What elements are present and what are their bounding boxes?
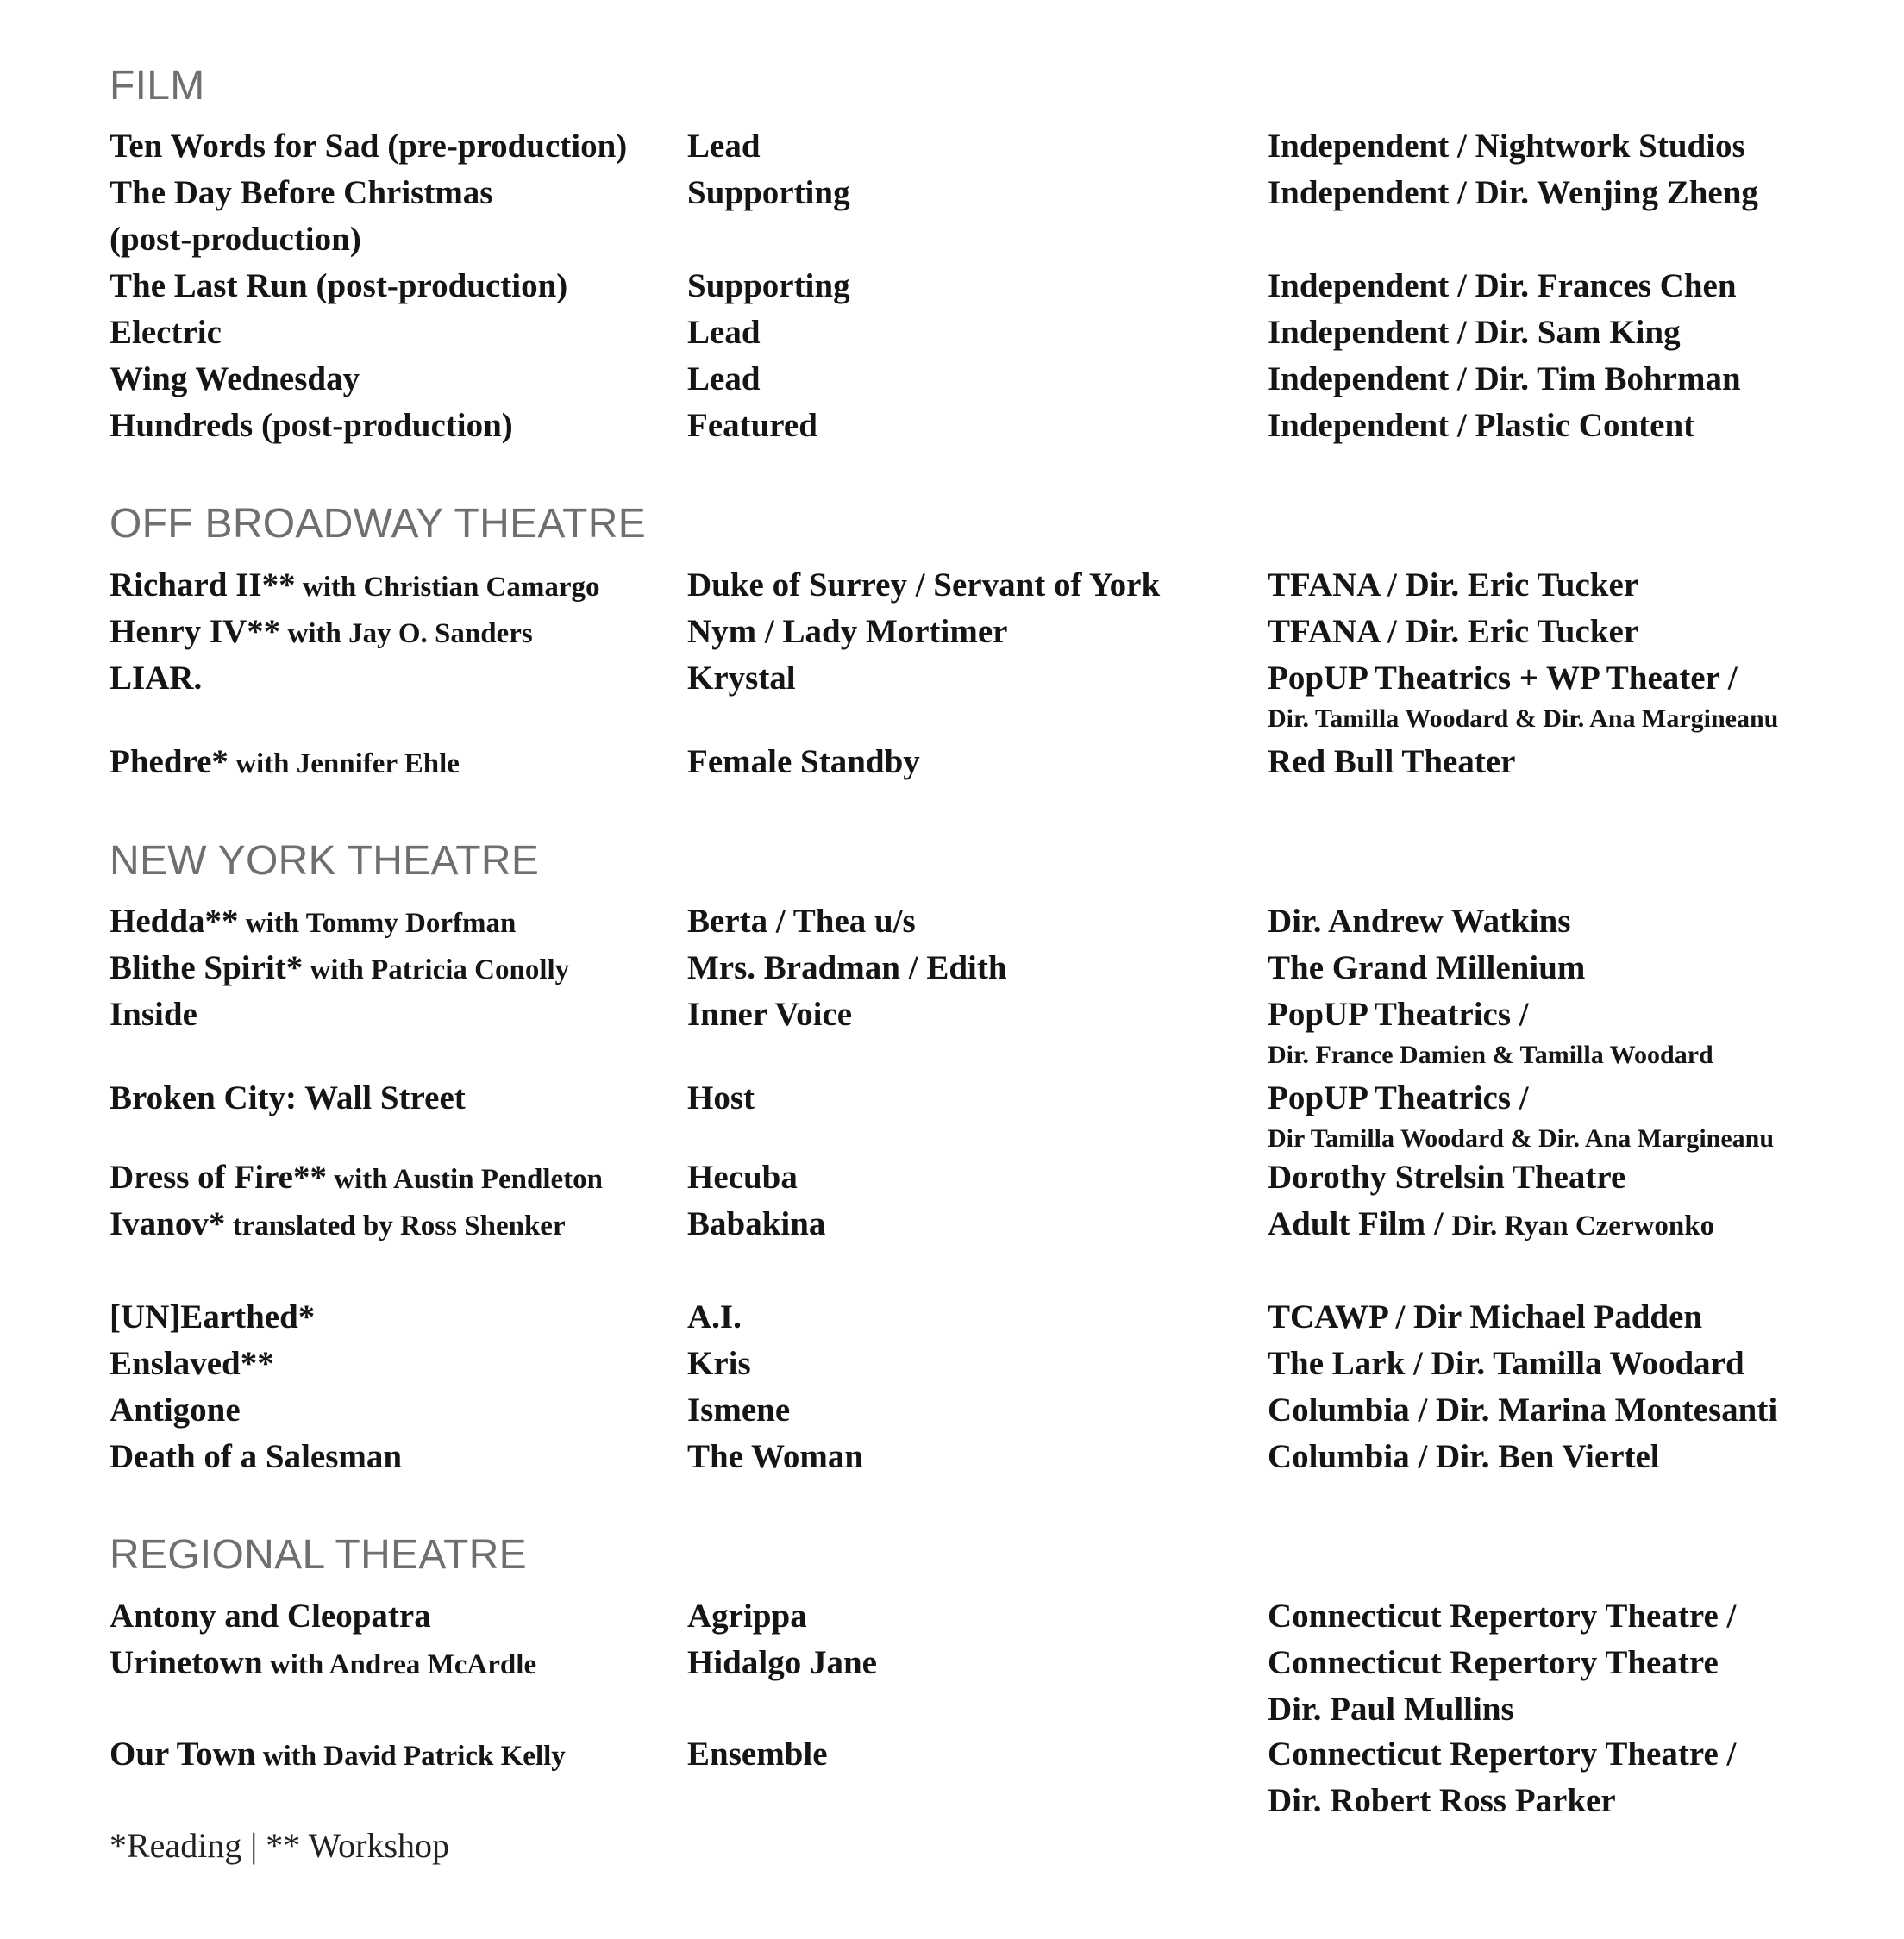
credit-note: with Christian Camargo xyxy=(295,572,600,603)
credit-company: Independent / Nightwork Studios xyxy=(1268,128,1745,165)
credit-title xyxy=(110,1731,670,1780)
credit-company-line2: Dir. Robert Ross Parker xyxy=(1268,1782,1616,1819)
credit-title: The Last Run (post-production) xyxy=(110,267,568,304)
credit-title xyxy=(110,739,670,787)
credit-role: Agrippa xyxy=(687,1598,807,1635)
credit-title-line1: The Day Before Christmas xyxy=(110,174,493,211)
credit-title: Electric xyxy=(110,314,222,351)
credit-company xyxy=(1268,991,1888,1073)
section-heading-regional: REGIONAL THEATRE xyxy=(110,1532,528,1578)
credit-company: Columbia / Dir. Ben Viertel xyxy=(1268,1438,1660,1475)
credit-title xyxy=(110,609,670,657)
credit-title: Death of a Salesman xyxy=(110,1438,403,1475)
credit-company xyxy=(1268,655,1888,736)
credit-company-line2: Dir. Paul Mullins xyxy=(1268,1691,1514,1728)
credit-title-main: Our Town xyxy=(110,1736,256,1773)
credit-note: with Austin Pendleton xyxy=(327,1164,603,1195)
credit-role: Mrs. Bradman / Edith xyxy=(687,949,1007,986)
credit-company-main: Connecticut Repertory Theatre / xyxy=(1268,1736,1737,1773)
credit-company-main: Adult Film / xyxy=(1268,1205,1452,1242)
credit-title xyxy=(110,1201,670,1249)
credit-note: translated by Ross Shenker xyxy=(225,1210,566,1242)
credit-title-main: Ivanov* xyxy=(110,1205,226,1242)
credit-note: with Andrea McArdle xyxy=(262,1649,537,1680)
credit-company-main: PopUP Theatrics + WP Theater / xyxy=(1268,660,1738,697)
credit-title: Antigone xyxy=(110,1392,241,1429)
section-heading-new-york: NEW YORK THEATRE xyxy=(110,838,540,884)
credit-company xyxy=(1268,1201,1888,1249)
credit-note: with David Patrick Kelly xyxy=(255,1741,566,1772)
credit-company-main: PopUP Theatrics / xyxy=(1268,996,1529,1033)
credit-company-sub: Dir Tamilla Woodard & Dir. Ana Margineanu xyxy=(1268,1124,1775,1153)
credit-title xyxy=(110,170,670,263)
credit-company: TFANA / Dir. Eric Tucker xyxy=(1268,566,1639,604)
credit-company: Independent / Dir. Wenjing Zheng xyxy=(1268,174,1758,211)
section-heading-off-broadway: OFF BROADWAY THEATRE xyxy=(110,501,647,547)
credit-company: Dir. Andrew Watkins xyxy=(1268,903,1571,940)
credit-title: Hundreds (post-production) xyxy=(110,407,513,444)
credit-title xyxy=(110,1640,670,1688)
credit-note: with Tommy Dorfman xyxy=(238,908,517,939)
section-heading-film: FILM xyxy=(110,63,205,109)
credit-role: Supporting xyxy=(687,267,850,304)
credit-role: Berta / Thea u/s xyxy=(687,903,916,940)
credit-role: Kris xyxy=(687,1345,751,1382)
credit-company-main: PopUP Theatrics / xyxy=(1268,1079,1529,1116)
credit-title: Ten Words for Sad (pre-production) xyxy=(110,128,628,165)
credit-title-main: Henry IV** xyxy=(110,613,281,650)
credit-role: Duke of Surrey / Servant of York xyxy=(687,566,1161,604)
credit-title-main: Blithe Spirit* xyxy=(110,949,304,986)
credit-role: Female Standby xyxy=(687,743,920,780)
credit-title: Wing Wednesday xyxy=(110,360,360,397)
credit-note: with Jay O. Sanders xyxy=(280,618,533,649)
credit-role: Hecuba xyxy=(687,1159,798,1196)
credit-title-main: Hedda** xyxy=(110,903,239,940)
credit-company: Dorothy Strelsin Theatre xyxy=(1268,1159,1626,1196)
credit-title xyxy=(110,1154,670,1203)
credit-title xyxy=(110,945,670,993)
credit-title: Enslaved** xyxy=(110,1345,274,1382)
credit-title-line2: (post-production) xyxy=(110,221,361,258)
credit-company: TCAWP / Dir Michael Padden xyxy=(1268,1298,1703,1335)
credit-role: The Woman xyxy=(687,1438,864,1475)
credit-role: Host xyxy=(687,1079,755,1116)
credit-title xyxy=(110,898,670,947)
credit-company: Independent / Dir. Sam King xyxy=(1268,314,1681,351)
credit-company: Connecticut Repertory Theatre / xyxy=(1268,1598,1737,1635)
credit-company: Red Bull Theater xyxy=(1268,743,1516,780)
credit-company: Columbia / Dir. Marina Montesanti xyxy=(1268,1392,1778,1429)
credit-company-sub: Dir. Tamilla Woodard & Dir. Ana Margineanu xyxy=(1268,704,1779,733)
credit-title: [UN]Earthed* xyxy=(110,1298,316,1335)
credit-role: Lead xyxy=(687,314,761,351)
credit-role: Supporting xyxy=(687,174,850,211)
credit-title: LIAR. xyxy=(110,660,203,697)
credit-company: The Lark / Dir. Tamilla Woodard xyxy=(1268,1345,1744,1382)
credit-title-main: Richard II** xyxy=(110,566,296,604)
credit-role: Krystal xyxy=(687,660,796,697)
credit-role: Lead xyxy=(687,360,761,397)
credit-company-note: Dir. Ryan Czerwonko xyxy=(1451,1210,1715,1242)
credit-role: Babakina xyxy=(687,1205,826,1242)
credit-title: Broken City: Wall Street xyxy=(110,1079,466,1116)
credit-role: Hidalgo Jane xyxy=(687,1644,877,1681)
credit-company xyxy=(1268,1075,1888,1156)
credit-note: with Patricia Conolly xyxy=(303,954,570,985)
credit-role: Inner Voice xyxy=(687,996,853,1033)
credit-company: The Grand Millenium xyxy=(1268,949,1586,986)
credit-title-main: Phedre* xyxy=(110,743,229,780)
credit-company: TFANA / Dir. Eric Tucker xyxy=(1268,613,1639,650)
credit-role: Featured xyxy=(687,407,817,444)
credit-company-sub: Dir. France Damien & Tamilla Woodard xyxy=(1268,1041,1713,1069)
credit-role: Nym / Lady Mortimer xyxy=(687,613,1008,650)
credit-title-main: Dress of Fire** xyxy=(110,1159,327,1196)
credit-title: Inside xyxy=(110,996,197,1033)
credit-company: Independent / Dir. Frances Chen xyxy=(1268,267,1737,304)
credit-company: Independent / Plastic Content xyxy=(1268,407,1695,444)
credit-title xyxy=(110,562,670,610)
credit-company xyxy=(1268,1640,1888,1733)
credit-role: A.I. xyxy=(687,1298,742,1335)
credit-role: Lead xyxy=(687,128,761,165)
credit-role: Ensemble xyxy=(687,1736,828,1773)
credit-role: Ismene xyxy=(687,1392,791,1429)
credit-title-main: Urinetown xyxy=(110,1644,263,1681)
credit-company xyxy=(1268,1731,1888,1824)
credit-title: Antony and Cleopatra xyxy=(110,1598,431,1635)
credit-note: with Jennifer Ehle xyxy=(228,748,460,779)
footnote-legend: *Reading | ** Workshop xyxy=(110,1826,450,1865)
credit-company: Independent / Dir. Tim Bohrman xyxy=(1268,360,1741,397)
credit-company-main: Connecticut Repertory Theatre xyxy=(1268,1644,1719,1681)
